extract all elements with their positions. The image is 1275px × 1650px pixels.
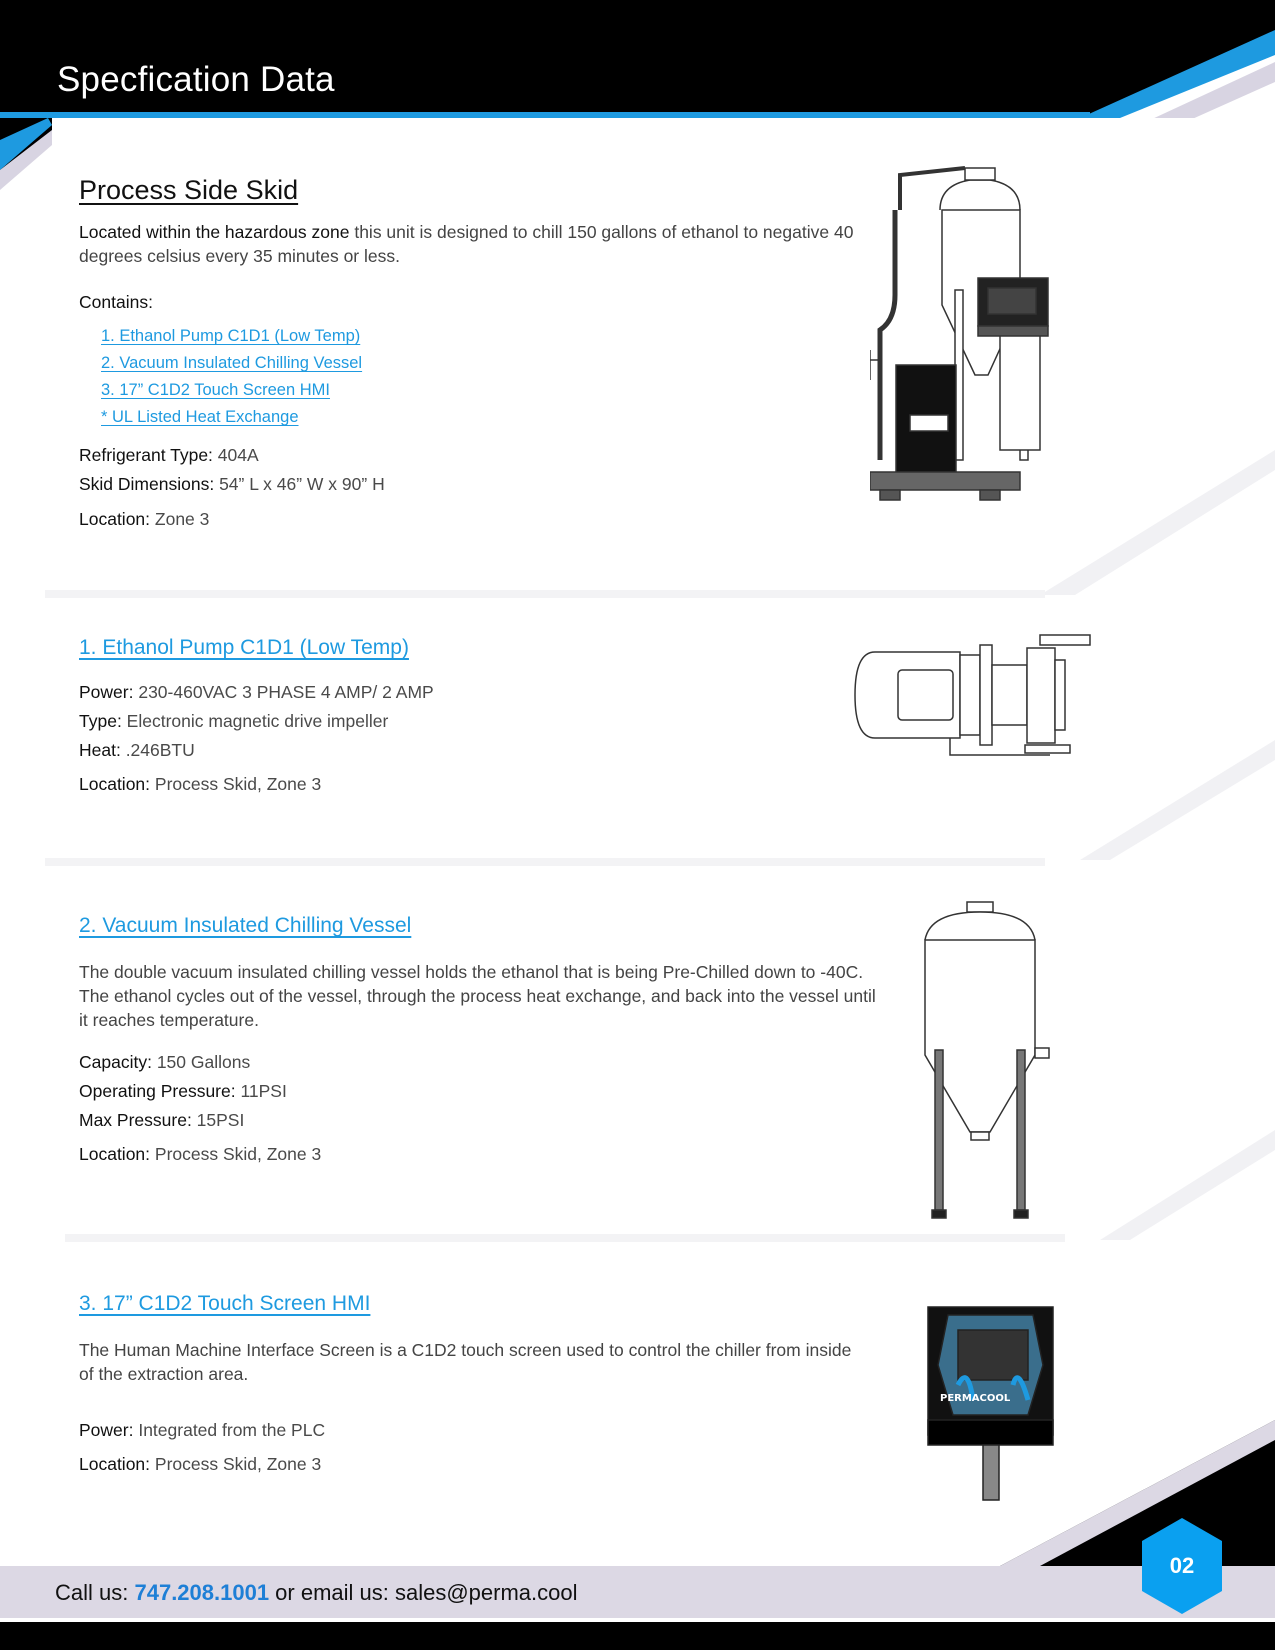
hmi-power-label: Power: [79, 1420, 134, 1440]
vessel-location-row [79, 1140, 879, 1169]
vessel-heading: 2. Vacuum Insulated Chilling Vessel [79, 914, 412, 937]
contents-link-heat-exchange[interactable]: * UL Listed Heat Exchange [101, 408, 299, 426]
hmi-location-label: Location: [79, 1454, 151, 1474]
hmi-power-row [79, 1416, 879, 1445]
footer-email[interactable]: or email us: sales@perma.cool [269, 1580, 578, 1605]
vessel-illustration [915, 900, 1075, 1220]
capacity-row [79, 1048, 879, 1077]
pump-type-row [79, 707, 879, 736]
process-skid-section [79, 175, 879, 534]
pump-type-label: Type: [79, 711, 122, 731]
dimensions-row [79, 470, 879, 499]
pump-location-label: Location: [79, 774, 151, 794]
page-number-badge: 02 [1169, 1553, 1195, 1578]
pump-heading: 1. Ethanol Pump C1D1 (Low Temp) [79, 636, 409, 659]
hmi-power-value: Integrated from the PLC [133, 1420, 326, 1440]
skid-location-label: Location: [79, 509, 151, 529]
pump-location-value: Process Skid, Zone 3 [150, 774, 322, 794]
op-pressure-value: 11PSI [235, 1081, 287, 1101]
hmi-section [79, 1292, 879, 1479]
refrigerant-label: Refrigerant Type: [79, 445, 213, 465]
pump-heat-row [79, 736, 879, 765]
pump-power-label: Power: [79, 682, 134, 702]
hmi-location-row [79, 1450, 879, 1479]
pump-section [79, 636, 879, 799]
pump-illustration [850, 630, 1100, 780]
vessel-location-label: Location: [79, 1144, 151, 1164]
contents-list [79, 323, 879, 431]
process-skid-illustration [870, 160, 1090, 520]
vessel-location-value: Process Skid, Zone 3 [150, 1144, 322, 1164]
pump-heat-label: Heat: [79, 740, 121, 760]
skid-location-value: Zone 3 [150, 509, 210, 529]
capacity-label: Capacity: [79, 1052, 152, 1072]
hmi-logo: PERMACOOL [940, 1393, 1011, 1404]
op-pressure-label: Operating Pressure: [79, 1081, 236, 1101]
process-skid-heading: Process Side Skid [79, 175, 299, 205]
pump-heat-value: .246BTU [120, 740, 195, 760]
pump-type-value: Electronic magnetic drive impeller [121, 711, 389, 731]
vessel-description: The double vacuum insulated chilling vessel holds the ethanol that is being Pre-Chilled down to -40C. The ethanol cycles out of the vessel, through the process heat exchange, and back into the vessel until it reaches temperature. [79, 962, 876, 1030]
skid-location-row [79, 505, 879, 534]
page-title: Specfication Data [57, 60, 335, 99]
refrigerant-value: 404A [212, 445, 259, 465]
vessel-section [79, 914, 879, 1169]
process-skid-intro [79, 220, 879, 268]
max-pressure-row [79, 1106, 879, 1135]
hmi-heading: 3. 17” C1D2 Touch Screen HMI [79, 1292, 371, 1315]
footer-phone-link[interactable]: 747.208.1001 [134, 1580, 270, 1605]
pump-power-value: 230-460VAC 3 PHASE 4 AMP/ 2 AMP [133, 682, 434, 702]
hmi-description: The Human Machine Interface Screen is a C1D2 touch screen used to control the chiller from inside of the extraction area. [79, 1340, 852, 1384]
refrigerant-row [79, 441, 879, 470]
contents-link-vessel[interactable]: 2. Vacuum Insulated Chilling Vessel [101, 354, 363, 372]
contents-link-hmi[interactable]: 3. 17” C1D2 Touch Screen HMI [101, 381, 330, 399]
intro-bold: Located within the hazardous zone [79, 222, 350, 242]
op-pressure-row [79, 1077, 879, 1106]
dimensions-label: Skid Dimensions: [79, 474, 215, 494]
capacity-value: 150 Gallons [151, 1052, 251, 1072]
footer-call-label: Call us: [55, 1580, 135, 1605]
contains-label: Contains: [79, 292, 153, 312]
dimensions-value: 54” L x 46” W x 90” H [214, 474, 385, 494]
max-pressure-label: Max Pressure: [79, 1110, 192, 1130]
hmi-location-value: Process Skid, Zone 3 [150, 1454, 322, 1474]
footer-contact [55, 1580, 578, 1606]
pump-power-row [79, 678, 879, 707]
intro-rest: this unit is designed to chill 150 gallons of ethanol to negative 40 degrees celsius every 35 minutes or less. [79, 222, 854, 266]
hmi-illustration [918, 1305, 1068, 1505]
max-pressure-value: 15PSI [191, 1110, 245, 1130]
pump-location-row [79, 770, 879, 799]
contents-link-pump[interactable]: 1. Ethanol Pump C1D1 (Low Temp) [101, 327, 361, 345]
